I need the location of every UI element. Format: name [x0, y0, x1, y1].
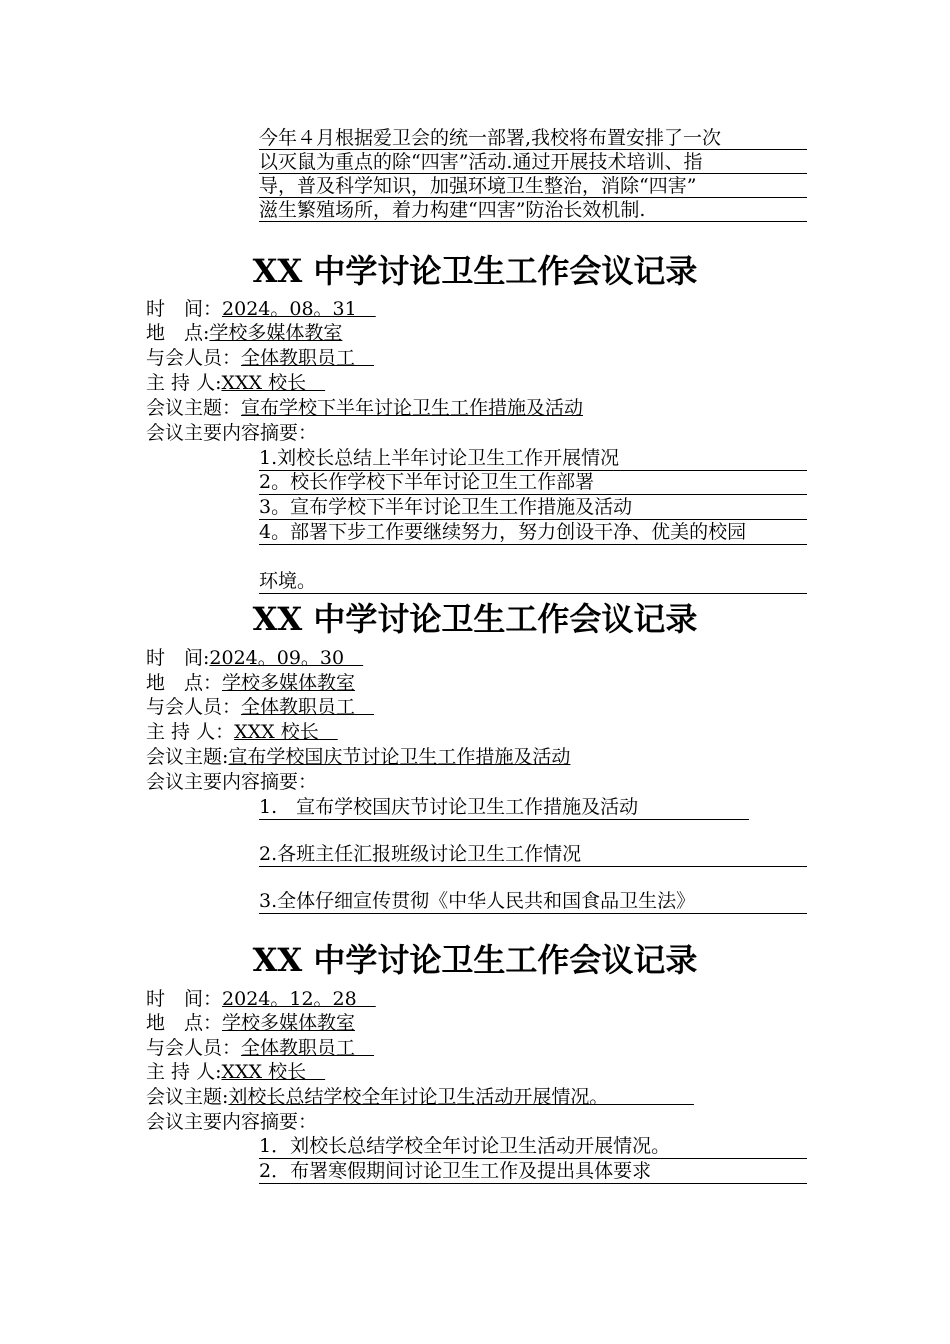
place-label: 地 点：: [146, 672, 223, 694]
attendees-label: 与会人员：: [146, 1037, 242, 1059]
time-row: [146, 297, 376, 321]
summary-item: 1. 宣布学校国庆节讨论卫生工作措施及活动: [259, 795, 749, 820]
intro-line: 滋生繁殖场所，着力构建“四害”防治长效机制.: [259, 198, 807, 222]
topic-label: 会议主题：: [146, 397, 242, 419]
attendees-row: [146, 695, 374, 719]
attendees-value: 全体教职员工: [241, 1037, 375, 1059]
place-value: 学校多媒体教室: [222, 1012, 356, 1034]
place-label: 地 点:: [146, 322, 210, 344]
host-label: 主 持 人:: [146, 1061, 222, 1083]
attendees-row: [146, 1036, 374, 1060]
summary-item: 1.刘校长总结上半年讨论卫生工作开展情况: [259, 446, 807, 471]
host-label: 主 持 人：: [146, 721, 235, 743]
topic-row: [146, 396, 583, 420]
host-value: XXX 校长: [234, 721, 338, 743]
place-label: 地 点：: [146, 1012, 223, 1034]
summary-item: 环境。: [259, 569, 807, 594]
attendees-value: 全体教职员工: [241, 696, 375, 718]
time-value: 2024。08。31: [222, 298, 376, 320]
host-label: 主 持 人:: [146, 372, 222, 394]
record-title: XX 中学讨论卫生工作会议记录: [252, 252, 698, 290]
intro-paragraph: [259, 126, 807, 222]
host-row: [146, 1060, 325, 1084]
place-value: 学校多媒体教室: [209, 322, 343, 344]
attendees-value: 全体教职员工: [241, 347, 375, 369]
topic-value: 宣布学校下半年讨论卫生工作措施及活动: [241, 397, 584, 419]
intro-line: 以灭鼠为重点的除“四害”活动.通过开展技术培训、指: [259, 150, 807, 174]
attendees-label: 与会人员：: [146, 696, 242, 718]
summary-item: 1．刘校长总结学校全年讨论卫生活动开展情况。: [259, 1134, 807, 1159]
topic-row: [146, 745, 570, 769]
topic-label: 会议主题:: [146, 1086, 229, 1108]
time-value: 2024。12。28: [222, 988, 376, 1010]
time-label: 时 间：: [146, 298, 223, 320]
time-label: 时 间：: [146, 988, 223, 1010]
host-row: [146, 371, 325, 395]
attendees-label: 与会人员：: [146, 347, 242, 369]
summary-item: 3。宣布学校下半年讨论卫生工作措施及活动: [259, 495, 807, 520]
topic-value: 刘校长总结学校全年讨论卫生活动开展情况。: [228, 1086, 694, 1108]
place-row: [146, 671, 355, 695]
summary-label: 会议主要内容摘要：: [146, 771, 318, 793]
time-row: [146, 646, 363, 670]
time-row: [146, 987, 376, 1011]
summary-item: 3.全体仔细宣传贯彻《中华人民共和国食品卫生法》: [259, 889, 807, 914]
topic-row: [146, 1085, 694, 1109]
record-title: XX 中学讨论卫生工作会议记录: [252, 600, 698, 638]
topic-label: 会议主题:: [146, 746, 229, 768]
intro-line: 导，普及科学知识，加强环境卫生整治，消除“四害”: [259, 174, 807, 198]
summary-item: 2.各班主任汇报班级讨论卫生工作情况: [259, 842, 807, 867]
host-row: [146, 720, 338, 744]
summary-item: 4。部署下步工作要继续努力，努力创设干净、优美的校园: [259, 520, 807, 545]
place-row: [146, 321, 342, 345]
time-label: 时 间:: [146, 647, 210, 669]
summary-label: 会议主要内容摘要：: [146, 1111, 318, 1133]
record-title: XX 中学讨论卫生工作会议记录: [252, 941, 698, 979]
summary-item: 2。校长作学校下半年讨论卫生工作部署: [259, 470, 807, 495]
attendees-row: [146, 346, 374, 370]
topic-value: 宣布学校国庆节讨论卫生工作措施及活动: [228, 746, 571, 768]
place-row: [146, 1011, 355, 1035]
host-value: XXX 校长: [221, 1061, 326, 1083]
place-value: 学校多媒体教室: [222, 672, 356, 694]
time-value: 2024。09。30: [209, 647, 364, 669]
summary-item: 2．布署寒假期间讨论卫生工作及提出具体要求: [259, 1159, 807, 1184]
summary-label: 会议主要内容摘要：: [146, 422, 318, 444]
intro-line: 今年４月根据爱卫会的统一部署,我校将布置安排了一次: [259, 126, 807, 150]
host-value: XXX 校长: [221, 372, 326, 394]
